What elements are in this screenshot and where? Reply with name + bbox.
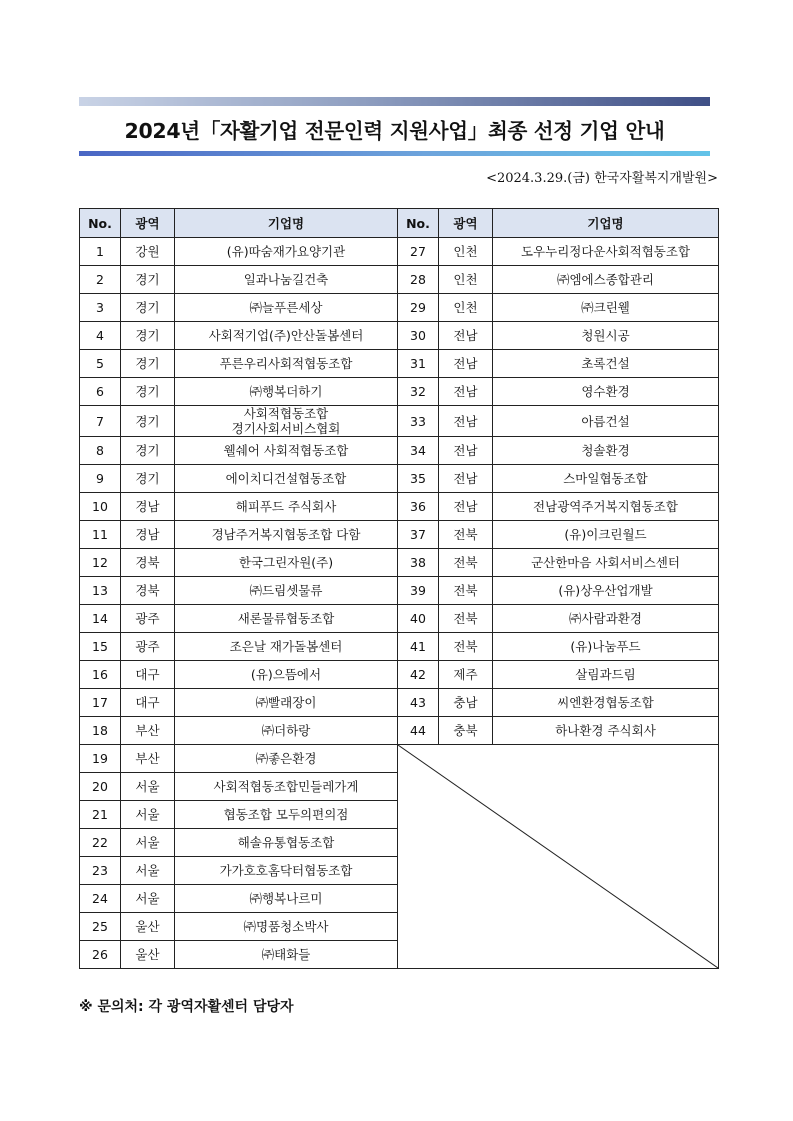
region-cell: 전남 bbox=[439, 437, 493, 465]
table-row bbox=[80, 406, 719, 437]
company-name-cell: 조은날 재가돌봄센터 bbox=[175, 633, 398, 661]
row-number-cell: 31 bbox=[398, 350, 439, 378]
title-top-bar bbox=[79, 97, 710, 106]
company-name-cell: 스마일협동조합 bbox=[493, 465, 719, 493]
row-number-cell: 26 bbox=[80, 941, 121, 969]
row-number-cell: 29 bbox=[398, 294, 439, 322]
region-cell: 전남 bbox=[439, 406, 493, 437]
row-number-cell: 14 bbox=[80, 605, 121, 633]
company-name-cell: (유)나눔푸드 bbox=[493, 633, 719, 661]
region-cell: 전북 bbox=[439, 549, 493, 577]
selected-companies-table bbox=[79, 208, 719, 969]
region-cell: 서울 bbox=[121, 857, 175, 885]
header-company: 기업명 bbox=[493, 209, 719, 238]
company-name-cell: 일과나눔길건축 bbox=[175, 266, 398, 294]
company-name-cell: (유)상우산업개발 bbox=[493, 577, 719, 605]
company-name-cell: (유)이크린월드 bbox=[493, 521, 719, 549]
region-cell: 전북 bbox=[439, 577, 493, 605]
region-cell: 대구 bbox=[121, 661, 175, 689]
region-cell: 전남 bbox=[439, 493, 493, 521]
company-name-cell: 청솔환경 bbox=[493, 437, 719, 465]
table-row bbox=[80, 266, 719, 294]
company-name-cell: (유)으뜸에서 bbox=[175, 661, 398, 689]
region-cell: 부산 bbox=[121, 745, 175, 773]
region-cell: 인천 bbox=[439, 266, 493, 294]
company-name-cell: 가가호호홈닥터협동조합 bbox=[175, 857, 398, 885]
header-no: No. bbox=[80, 209, 121, 238]
header-company: 기업명 bbox=[175, 209, 398, 238]
company-name-cell: ㈜더하랑 bbox=[175, 717, 398, 745]
row-number-cell: 23 bbox=[80, 857, 121, 885]
region-cell: 전북 bbox=[439, 633, 493, 661]
row-number-cell: 34 bbox=[398, 437, 439, 465]
company-name-cell: 청원시공 bbox=[493, 322, 719, 350]
table-row bbox=[80, 465, 719, 493]
region-cell: 경북 bbox=[121, 549, 175, 577]
header-region: 광역 bbox=[121, 209, 175, 238]
row-number-cell: 35 bbox=[398, 465, 439, 493]
row-number-cell: 15 bbox=[80, 633, 121, 661]
table-row bbox=[80, 661, 719, 689]
row-number-cell: 2 bbox=[80, 266, 121, 294]
row-number-cell: 17 bbox=[80, 689, 121, 717]
row-number-cell: 6 bbox=[80, 378, 121, 406]
row-number-cell: 32 bbox=[398, 378, 439, 406]
row-number-cell: 1 bbox=[80, 238, 121, 266]
company-name-cell: 영수환경 bbox=[493, 378, 719, 406]
region-cell: 전남 bbox=[439, 322, 493, 350]
table-header-row bbox=[80, 209, 719, 238]
region-cell: 경기 bbox=[121, 406, 175, 437]
row-number-cell: 37 bbox=[398, 521, 439, 549]
table-row bbox=[80, 717, 719, 745]
company-name-cell: 아름건설 bbox=[493, 406, 719, 437]
table-row bbox=[80, 238, 719, 266]
region-cell: 전남 bbox=[439, 378, 493, 406]
table-row bbox=[80, 689, 719, 717]
company-name-cell: ㈜태화들 bbox=[175, 941, 398, 969]
row-number-cell: 5 bbox=[80, 350, 121, 378]
region-cell: 충남 bbox=[439, 689, 493, 717]
row-number-cell: 27 bbox=[398, 238, 439, 266]
empty-crossed-cell bbox=[398, 745, 719, 969]
company-name-cell: 웰쉐어 사회적협동조합 bbox=[175, 437, 398, 465]
row-number-cell: 22 bbox=[80, 829, 121, 857]
company-name-cell: 도우누리정다운사회적협동조합 bbox=[493, 238, 719, 266]
region-cell: 경기 bbox=[121, 266, 175, 294]
region-cell: 광주 bbox=[121, 633, 175, 661]
region-cell: 경기 bbox=[121, 322, 175, 350]
row-number-cell: 13 bbox=[80, 577, 121, 605]
region-cell: 경기 bbox=[121, 350, 175, 378]
page-title: 2024년「자활기업 전문인력 지원사업」최종 선정 기업 안내 bbox=[124, 119, 665, 143]
region-cell: 전북 bbox=[439, 521, 493, 549]
company-name-cell: ㈜드림셋물류 bbox=[175, 577, 398, 605]
company-name-cell: ㈜명품청소박사 bbox=[175, 913, 398, 941]
company-name-cell: ㈜늘푸른세상 bbox=[175, 294, 398, 322]
region-cell: 제주 bbox=[439, 661, 493, 689]
region-cell: 충북 bbox=[439, 717, 493, 745]
row-number-cell: 40 bbox=[398, 605, 439, 633]
row-number-cell: 20 bbox=[80, 773, 121, 801]
row-number-cell: 39 bbox=[398, 577, 439, 605]
region-cell: 경기 bbox=[121, 378, 175, 406]
table-row bbox=[80, 437, 719, 465]
region-cell: 서울 bbox=[121, 773, 175, 801]
region-cell: 인천 bbox=[439, 294, 493, 322]
table-body bbox=[80, 238, 719, 969]
company-name-cell: ㈜빨래장이 bbox=[175, 689, 398, 717]
row-number-cell: 4 bbox=[80, 322, 121, 350]
table-row bbox=[80, 549, 719, 577]
row-number-cell: 41 bbox=[398, 633, 439, 661]
region-cell: 강원 bbox=[121, 238, 175, 266]
region-cell: 경기 bbox=[121, 294, 175, 322]
row-number-cell: 25 bbox=[80, 913, 121, 941]
company-name-cell: 경남주거복지협동조합 다함 bbox=[175, 521, 398, 549]
company-name-cell: ㈜행복나르미 bbox=[175, 885, 398, 913]
row-number-cell: 33 bbox=[398, 406, 439, 437]
row-number-cell: 30 bbox=[398, 322, 439, 350]
row-number-cell: 19 bbox=[80, 745, 121, 773]
header-no: No. bbox=[398, 209, 439, 238]
region-cell: 경남 bbox=[121, 521, 175, 549]
company-name-cell: 해솔유통협동조합 bbox=[175, 829, 398, 857]
company-name-cell: ㈜크린웰 bbox=[493, 294, 719, 322]
table-row bbox=[80, 633, 719, 661]
title-bottom-bar bbox=[79, 151, 710, 156]
table-row bbox=[80, 745, 719, 773]
table-row bbox=[80, 521, 719, 549]
region-cell: 부산 bbox=[121, 717, 175, 745]
company-name-cell: ㈜엠에스종합관리 bbox=[493, 266, 719, 294]
company-name-cell: 초록건설 bbox=[493, 350, 719, 378]
table-row bbox=[80, 350, 719, 378]
row-number-cell: 38 bbox=[398, 549, 439, 577]
company-name-cell: 해피푸드 주식회사 bbox=[175, 493, 398, 521]
region-cell: 경북 bbox=[121, 577, 175, 605]
region-cell: 서울 bbox=[121, 885, 175, 913]
row-number-cell: 16 bbox=[80, 661, 121, 689]
region-cell: 인천 bbox=[439, 238, 493, 266]
row-number-cell: 18 bbox=[80, 717, 121, 745]
region-cell: 서울 bbox=[121, 829, 175, 857]
region-cell: 울산 bbox=[121, 941, 175, 969]
company-name-cell: 에이치디건설협동조합 bbox=[175, 465, 398, 493]
row-number-cell: 11 bbox=[80, 521, 121, 549]
row-number-cell: 28 bbox=[398, 266, 439, 294]
diagonal-line bbox=[398, 745, 718, 968]
company-name-cell bbox=[175, 406, 398, 437]
region-cell: 광주 bbox=[121, 605, 175, 633]
company-name-line: 경기사회서비스협회 bbox=[231, 421, 341, 436]
company-name-cell: 씨엔환경협동조합 bbox=[493, 689, 719, 717]
row-number-cell: 21 bbox=[80, 801, 121, 829]
company-name-cell: (유)따숨재가요양기관 bbox=[175, 238, 398, 266]
company-name-cell: 협동조합 모두의편의점 bbox=[175, 801, 398, 829]
company-name-cell: 한국그린자원(주) bbox=[175, 549, 398, 577]
row-number-cell: 24 bbox=[80, 885, 121, 913]
region-cell: 울산 bbox=[121, 913, 175, 941]
table-row bbox=[80, 605, 719, 633]
row-number-cell: 9 bbox=[80, 465, 121, 493]
row-number-cell: 7 bbox=[80, 406, 121, 437]
table-row bbox=[80, 577, 719, 605]
company-name-cell: ㈜사람과환경 bbox=[493, 605, 719, 633]
company-name-cell: ㈜행복더하기 bbox=[175, 378, 398, 406]
region-cell: 경기 bbox=[121, 465, 175, 493]
company-name-line: 사회적협동조합 bbox=[243, 406, 329, 421]
row-number-cell: 10 bbox=[80, 493, 121, 521]
region-cell: 전북 bbox=[439, 605, 493, 633]
region-cell: 대구 bbox=[121, 689, 175, 717]
company-name-cell: 푸른우리사회적협동조합 bbox=[175, 350, 398, 378]
company-name-cell: 전남광역주거복지협동조합 bbox=[493, 493, 719, 521]
contact-note: ※ 문의처: 각 광역자활센터 담당자 bbox=[79, 999, 294, 1015]
row-number-cell: 42 bbox=[398, 661, 439, 689]
region-cell: 서울 bbox=[121, 801, 175, 829]
company-name-cell: 새론물류협동조합 bbox=[175, 605, 398, 633]
company-name-cell: 사회적협동조합민들레가게 bbox=[175, 773, 398, 801]
table-row bbox=[80, 493, 719, 521]
region-cell: 경기 bbox=[121, 437, 175, 465]
row-number-cell: 3 bbox=[80, 294, 121, 322]
row-number-cell: 12 bbox=[80, 549, 121, 577]
date-issuer-line: <2024.3.29.(금) 한국자활복지개발원> bbox=[486, 171, 718, 186]
company-name-cell: 사회적기업(주)안산돌봄센터 bbox=[175, 322, 398, 350]
row-number-cell: 8 bbox=[80, 437, 121, 465]
region-cell: 전남 bbox=[439, 465, 493, 493]
table-row bbox=[80, 322, 719, 350]
header-region: 광역 bbox=[439, 209, 493, 238]
row-number-cell: 43 bbox=[398, 689, 439, 717]
table-row bbox=[80, 378, 719, 406]
region-cell: 전남 bbox=[439, 350, 493, 378]
row-number-cell: 44 bbox=[398, 717, 439, 745]
company-name-cell: 살림과드림 bbox=[493, 661, 719, 689]
table-row bbox=[80, 294, 719, 322]
region-cell: 경남 bbox=[121, 493, 175, 521]
company-name-cell: 군산한마음 사회서비스센터 bbox=[493, 549, 719, 577]
company-name-cell: ㈜좋은환경 bbox=[175, 745, 398, 773]
company-name-cell: 하나환경 주식회사 bbox=[493, 717, 719, 745]
row-number-cell: 36 bbox=[398, 493, 439, 521]
